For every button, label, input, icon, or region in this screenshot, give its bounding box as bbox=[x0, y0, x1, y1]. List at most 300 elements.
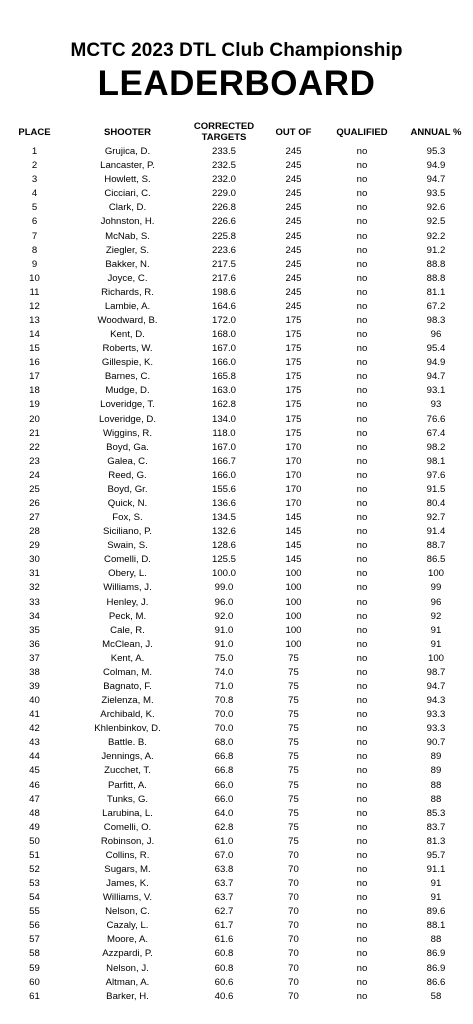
place-cell: 25 bbox=[29, 483, 40, 495]
annual-cell: 86.6 bbox=[426, 976, 446, 988]
annual-cell: 88 bbox=[430, 934, 442, 946]
qualified-cell: no bbox=[356, 329, 368, 341]
shooter-cell: Larubina, L. bbox=[102, 807, 153, 819]
place-cell: 34 bbox=[29, 610, 40, 622]
targets-cell: 198.6 bbox=[211, 286, 236, 298]
qualified-cell: no bbox=[356, 146, 368, 158]
annual-cell: 88.7 bbox=[426, 540, 446, 552]
out-of-cell: 75 bbox=[288, 709, 299, 721]
qualified-cell: no bbox=[356, 807, 368, 819]
targets-cell: 166.0 bbox=[211, 357, 236, 369]
annual-cell: 96 bbox=[430, 596, 442, 608]
annual-cell: 89 bbox=[430, 765, 442, 777]
place-cell: 35 bbox=[29, 624, 40, 636]
table-row bbox=[0, 877, 473, 891]
shooter-cell: Siciliano, P. bbox=[103, 526, 152, 538]
shooter-cell: Roberts, W. bbox=[102, 343, 153, 355]
place-cell: 4 bbox=[31, 188, 38, 200]
table-row bbox=[0, 666, 473, 680]
annual-cell: 91 bbox=[430, 878, 442, 890]
shooter-cell: Altman, A. bbox=[105, 976, 150, 988]
qualified-cell: no bbox=[356, 244, 368, 256]
qualified-cell: no bbox=[356, 540, 368, 552]
out-of-cell: 75 bbox=[288, 681, 299, 692]
annual-cell: 98.2 bbox=[426, 441, 446, 453]
qualified-cell: no bbox=[356, 765, 368, 777]
out-of-cell: 75 bbox=[288, 723, 299, 735]
annual-cell: 91.1 bbox=[426, 864, 446, 876]
table-row bbox=[0, 736, 473, 750]
qualified-cell: no bbox=[356, 512, 368, 524]
place-cell: 47 bbox=[29, 793, 40, 805]
table-row bbox=[0, 581, 473, 595]
place-cell: 15 bbox=[29, 343, 40, 355]
out-of-cell: 245 bbox=[285, 272, 302, 284]
annual-cell: 94.3 bbox=[426, 695, 446, 707]
table-row bbox=[0, 356, 473, 370]
table-row bbox=[0, 412, 473, 426]
annual-cell: 76.6 bbox=[426, 413, 446, 425]
shooter-cell: Reed, G. bbox=[108, 469, 147, 481]
shooter-cell: Robinson, J. bbox=[100, 835, 155, 847]
out-of-cell: 245 bbox=[285, 216, 302, 228]
place-cell: 9 bbox=[31, 258, 38, 270]
shooter-cell: Richards, R. bbox=[101, 286, 154, 298]
table-row bbox=[0, 173, 473, 187]
annual-cell: 93.5 bbox=[426, 188, 446, 200]
column-header-targets-line1: CORRECTED bbox=[193, 121, 255, 132]
table-row bbox=[0, 229, 473, 243]
out-of-cell: 175 bbox=[285, 427, 302, 439]
shooter-cell: Zucchet, T. bbox=[104, 765, 151, 777]
qualified-cell: no bbox=[356, 483, 368, 495]
annual-cell: 88.8 bbox=[426, 258, 446, 270]
out-of-cell: 70 bbox=[288, 920, 299, 932]
table-row bbox=[0, 300, 473, 314]
table-row bbox=[0, 497, 473, 511]
out-of-cell: 145 bbox=[285, 512, 302, 524]
place-cell: 49 bbox=[29, 821, 40, 833]
shooter-cell: Barnes, C. bbox=[104, 371, 151, 383]
annual-cell: 88 bbox=[430, 793, 442, 805]
targets-cell: 61.0 bbox=[214, 835, 234, 847]
out-of-cell: 245 bbox=[285, 286, 302, 298]
out-of-cell: 75 bbox=[288, 807, 299, 819]
targets-cell: 61.7 bbox=[214, 920, 234, 932]
targets-cell: 66.8 bbox=[214, 765, 234, 777]
place-cell: 37 bbox=[29, 652, 40, 664]
targets-cell: 67.0 bbox=[214, 849, 234, 861]
out-of-cell: 75 bbox=[288, 821, 299, 833]
table-row bbox=[0, 722, 473, 736]
table-row bbox=[0, 863, 473, 877]
place-cell: 5 bbox=[31, 202, 38, 214]
place-cell: 43 bbox=[29, 737, 40, 749]
targets-cell: 63.8 bbox=[214, 864, 234, 876]
targets-cell: 232.5 bbox=[211, 160, 236, 172]
out-of-cell: 75 bbox=[288, 666, 299, 678]
table-row bbox=[0, 680, 473, 694]
shooter-cell: Clark, D. bbox=[108, 202, 147, 214]
annual-cell: 88.1 bbox=[426, 920, 446, 932]
table-row bbox=[0, 610, 473, 624]
targets-cell: 217.6 bbox=[211, 272, 236, 284]
shooter-cell: James, K. bbox=[106, 878, 149, 890]
targets-cell: 70.0 bbox=[214, 723, 234, 735]
shooter-cell: Boyd, Ga. bbox=[106, 441, 149, 453]
annual-cell: 98.3 bbox=[426, 314, 446, 326]
place-cell: 50 bbox=[29, 835, 40, 847]
qualified-cell: no bbox=[356, 892, 368, 904]
out-of-cell: 70 bbox=[288, 948, 299, 960]
qualified-cell: no bbox=[356, 582, 368, 594]
table-row bbox=[0, 370, 473, 384]
targets-cell: 226.6 bbox=[211, 216, 236, 228]
table-row bbox=[0, 398, 473, 412]
shooter-cell: Barker, H. bbox=[106, 990, 149, 1002]
place-cell: 31 bbox=[29, 568, 40, 580]
out-of-cell: 75 bbox=[288, 779, 299, 791]
qualified-cell: no bbox=[356, 610, 368, 622]
qualified-cell: no bbox=[356, 272, 368, 284]
out-of-cell: 70 bbox=[288, 864, 299, 876]
annual-cell: 86.9 bbox=[426, 962, 446, 974]
place-cell: 51 bbox=[29, 849, 40, 861]
targets-cell: 128.6 bbox=[211, 540, 236, 552]
annual-cell: 95.7 bbox=[426, 849, 446, 861]
place-cell: 29 bbox=[29, 540, 40, 552]
qualified-cell: no bbox=[356, 666, 368, 678]
targets-cell: 68.0 bbox=[214, 737, 234, 749]
shooter-cell: Johnston, H. bbox=[100, 216, 155, 228]
qualified-cell: no bbox=[356, 554, 368, 566]
shooter-cell: Archibald, K. bbox=[100, 709, 155, 721]
targets-cell: 66.0 bbox=[214, 779, 234, 791]
out-of-cell: 245 bbox=[285, 258, 302, 270]
targets-cell: 100.0 bbox=[211, 568, 236, 580]
out-of-cell: 170 bbox=[285, 483, 302, 495]
annual-cell: 93.1 bbox=[426, 385, 446, 397]
table-row bbox=[0, 539, 473, 553]
place-cell: 1 bbox=[31, 146, 38, 158]
annual-cell: 95.3 bbox=[426, 146, 446, 158]
qualified-cell: no bbox=[356, 202, 368, 214]
targets-cell: 60.8 bbox=[214, 948, 234, 960]
qualified-cell: no bbox=[356, 357, 368, 369]
table-row bbox=[0, 596, 473, 610]
table-row bbox=[0, 286, 473, 300]
place-cell: 46 bbox=[29, 779, 40, 791]
out-of-cell: 175 bbox=[285, 371, 302, 383]
targets-cell: 134.0 bbox=[211, 413, 236, 425]
shooter-cell: Fox, S. bbox=[112, 512, 143, 524]
qualified-cell: no bbox=[356, 695, 368, 707]
place-cell: 61 bbox=[29, 990, 40, 1002]
column-header-annual: ANNUAL % bbox=[410, 127, 462, 138]
place-cell: 32 bbox=[29, 582, 40, 594]
table-row bbox=[0, 314, 473, 328]
targets-cell: 132.6 bbox=[211, 526, 236, 538]
out-of-cell: 245 bbox=[285, 300, 302, 312]
table-row bbox=[0, 750, 473, 764]
leaderboard-table bbox=[0, 145, 473, 1004]
annual-cell: 91.4 bbox=[426, 526, 446, 538]
shooter-cell: Kent, D. bbox=[110, 329, 145, 341]
out-of-cell: 70 bbox=[288, 990, 299, 1002]
place-cell: 3 bbox=[31, 174, 38, 186]
annual-cell: 80.4 bbox=[426, 497, 446, 509]
shooter-cell: Collins, R. bbox=[105, 849, 150, 861]
place-cell: 8 bbox=[31, 244, 38, 256]
qualified-cell: no bbox=[356, 343, 368, 355]
qualified-cell: no bbox=[356, 371, 368, 383]
qualified-cell: no bbox=[356, 624, 368, 636]
place-cell: 57 bbox=[29, 934, 40, 946]
shooter-cell: Kent, A. bbox=[110, 652, 145, 664]
place-cell: 22 bbox=[29, 441, 40, 453]
out-of-cell: 100 bbox=[285, 638, 302, 650]
targets-cell: 75.0 bbox=[214, 652, 234, 664]
qualified-cell: no bbox=[356, 723, 368, 735]
place-cell: 2 bbox=[31, 160, 38, 172]
annual-cell: 81.3 bbox=[426, 835, 446, 847]
targets-cell: 66.8 bbox=[214, 751, 234, 763]
shooter-cell: Tunks, G. bbox=[106, 793, 149, 805]
targets-cell: 136.6 bbox=[211, 497, 236, 509]
table-row bbox=[0, 807, 473, 821]
place-cell: 54 bbox=[29, 892, 40, 904]
column-header-qualified: QUALIFIED bbox=[336, 127, 388, 138]
shooter-cell: Cicciari, C. bbox=[104, 188, 151, 200]
qualified-cell: no bbox=[356, 976, 368, 988]
place-cell: 13 bbox=[29, 314, 40, 326]
shooter-cell: Loveridge, T. bbox=[100, 399, 155, 411]
place-cell: 28 bbox=[29, 526, 40, 538]
targets-cell: 225.8 bbox=[211, 230, 236, 242]
out-of-cell: 170 bbox=[285, 455, 302, 467]
targets-cell: 60.8 bbox=[214, 962, 234, 974]
out-of-cell: 145 bbox=[285, 540, 302, 552]
annual-cell: 85.3 bbox=[426, 807, 446, 819]
table-row bbox=[0, 145, 473, 159]
targets-cell: 162.8 bbox=[211, 399, 236, 411]
table-row bbox=[0, 962, 473, 976]
shooter-cell: Sugars, M. bbox=[104, 864, 151, 876]
table-row bbox=[0, 624, 473, 638]
place-cell: 33 bbox=[29, 596, 40, 608]
out-of-cell: 100 bbox=[285, 624, 302, 636]
qualified-cell: no bbox=[356, 300, 368, 312]
qualified-cell: no bbox=[356, 638, 368, 650]
shooter-cell: Comelli, O. bbox=[103, 821, 152, 833]
targets-cell: 166.0 bbox=[211, 469, 236, 481]
column-header-out-of: OUT OF bbox=[275, 127, 312, 138]
place-cell: 7 bbox=[31, 230, 38, 242]
qualified-cell: no bbox=[356, 568, 368, 580]
qualified-cell: no bbox=[356, 497, 368, 509]
out-of-cell: 245 bbox=[285, 244, 302, 256]
targets-cell: 168.0 bbox=[211, 329, 236, 341]
table-row bbox=[0, 835, 473, 849]
targets-cell: 63.7 bbox=[214, 892, 234, 904]
shooter-cell: Loveridge, D. bbox=[98, 413, 157, 425]
out-of-cell: 175 bbox=[285, 314, 302, 326]
table-row bbox=[0, 905, 473, 919]
targets-cell: 223.6 bbox=[211, 244, 236, 256]
annual-cell: 93.3 bbox=[426, 709, 446, 721]
shooter-cell: Comelli, D. bbox=[104, 554, 151, 566]
shooter-cell: Lancaster, P. bbox=[100, 160, 155, 172]
qualified-cell: no bbox=[356, 526, 368, 538]
out-of-cell: 70 bbox=[288, 962, 299, 974]
shooter-cell: Jennings, A. bbox=[101, 751, 154, 763]
annual-cell: 67.2 bbox=[426, 300, 446, 312]
targets-cell: 62.8 bbox=[214, 821, 234, 833]
out-of-cell: 170 bbox=[285, 497, 302, 509]
table-row bbox=[0, 384, 473, 398]
shooter-cell: Quick, N. bbox=[107, 497, 148, 509]
qualified-cell: no bbox=[356, 948, 368, 960]
place-cell: 17 bbox=[29, 371, 40, 383]
shooter-cell: Bagnato, F. bbox=[103, 681, 152, 692]
place-cell: 42 bbox=[29, 723, 40, 735]
annual-cell: 67.4 bbox=[426, 427, 446, 439]
out-of-cell: 170 bbox=[285, 469, 302, 481]
targets-cell: 70.0 bbox=[214, 709, 234, 721]
targets-cell: 155.6 bbox=[211, 483, 236, 495]
targets-cell: 232.0 bbox=[211, 174, 236, 186]
out-of-cell: 170 bbox=[285, 441, 302, 453]
qualified-cell: no bbox=[356, 962, 368, 974]
qualified-cell: no bbox=[356, 878, 368, 890]
table-row bbox=[0, 990, 473, 1004]
qualified-cell: no bbox=[356, 681, 368, 692]
qualified-cell: no bbox=[356, 188, 368, 200]
targets-cell: 64.0 bbox=[214, 807, 234, 819]
targets-cell: 125.5 bbox=[211, 554, 236, 566]
targets-cell: 91.0 bbox=[214, 638, 234, 650]
place-cell: 20 bbox=[29, 413, 40, 425]
targets-cell: 71.0 bbox=[214, 681, 234, 692]
table-row bbox=[0, 201, 473, 215]
shooter-cell: Moore, A. bbox=[106, 934, 149, 946]
table-row bbox=[0, 764, 473, 778]
table-row bbox=[0, 567, 473, 581]
targets-cell: 233.5 bbox=[211, 146, 236, 158]
place-cell: 45 bbox=[29, 765, 40, 777]
qualified-cell: no bbox=[356, 427, 368, 439]
qualified-cell: no bbox=[356, 314, 368, 326]
out-of-cell: 70 bbox=[288, 892, 299, 904]
place-cell: 30 bbox=[29, 554, 40, 566]
annual-cell: 92 bbox=[430, 610, 442, 622]
targets-cell: 229.0 bbox=[211, 188, 236, 200]
place-cell: 39 bbox=[29, 681, 40, 692]
annual-cell: 96 bbox=[430, 329, 442, 341]
table-row bbox=[0, 708, 473, 722]
table-row bbox=[0, 455, 473, 469]
table-row bbox=[0, 469, 473, 483]
table-row bbox=[0, 215, 473, 229]
shooter-cell: Galea, C. bbox=[107, 455, 148, 467]
out-of-cell: 75 bbox=[288, 652, 299, 664]
place-cell: 48 bbox=[29, 807, 40, 819]
place-cell: 12 bbox=[29, 300, 40, 312]
targets-cell: 163.0 bbox=[211, 385, 236, 397]
shooter-cell: Colman, M. bbox=[102, 666, 153, 678]
place-cell: 53 bbox=[29, 878, 40, 890]
targets-cell: 63.7 bbox=[214, 878, 234, 890]
qualified-cell: no bbox=[356, 216, 368, 228]
shooter-cell: Cazaly, L. bbox=[106, 920, 149, 932]
place-cell: 40 bbox=[29, 695, 40, 707]
targets-cell: 91.0 bbox=[214, 624, 234, 636]
place-cell: 23 bbox=[29, 455, 40, 467]
out-of-cell: 75 bbox=[288, 695, 299, 707]
qualified-cell: no bbox=[356, 920, 368, 932]
annual-cell: 99 bbox=[430, 582, 442, 594]
targets-cell: 60.6 bbox=[214, 976, 234, 988]
qualified-cell: no bbox=[356, 934, 368, 946]
out-of-cell: 100 bbox=[285, 582, 302, 594]
out-of-cell: 175 bbox=[285, 385, 302, 397]
place-cell: 11 bbox=[29, 286, 40, 298]
shooter-cell: McNab, S. bbox=[105, 230, 150, 242]
table-row bbox=[0, 328, 473, 342]
place-cell: 41 bbox=[29, 709, 40, 721]
qualified-cell: no bbox=[356, 174, 368, 186]
leaderboard-heading: LEADERBOARD bbox=[97, 64, 376, 103]
place-cell: 44 bbox=[29, 751, 40, 763]
out-of-cell: 175 bbox=[285, 413, 302, 425]
annual-cell: 93.3 bbox=[426, 723, 446, 735]
qualified-cell: no bbox=[356, 455, 368, 467]
page-title: MCTC 2023 DTL Club Championship bbox=[70, 40, 403, 61]
targets-cell: 217.5 bbox=[211, 258, 236, 270]
annual-cell: 94.9 bbox=[426, 357, 446, 369]
annual-cell: 92.2 bbox=[426, 230, 446, 242]
shooter-cell: Williams, V. bbox=[102, 892, 153, 904]
targets-cell: 165.8 bbox=[211, 371, 236, 383]
shooter-cell: Zielenza, M. bbox=[101, 695, 154, 707]
qualified-cell: no bbox=[356, 385, 368, 397]
out-of-cell: 75 bbox=[288, 751, 299, 763]
annual-cell: 91 bbox=[430, 638, 442, 650]
qualified-cell: no bbox=[356, 399, 368, 411]
table-row bbox=[0, 793, 473, 807]
shooter-cell: Khlenbinkov, D. bbox=[94, 723, 161, 735]
shooter-cell: Nelson, J. bbox=[106, 962, 149, 974]
table-row bbox=[0, 159, 473, 173]
targets-cell: 70.8 bbox=[214, 695, 234, 707]
qualified-cell: no bbox=[356, 737, 368, 749]
out-of-cell: 245 bbox=[285, 188, 302, 200]
place-cell: 36 bbox=[29, 638, 40, 650]
out-of-cell: 100 bbox=[285, 610, 302, 622]
annual-cell: 100 bbox=[427, 652, 444, 664]
table-row bbox=[0, 553, 473, 567]
table-row bbox=[0, 933, 473, 947]
place-cell: 27 bbox=[29, 512, 40, 524]
annual-cell: 93 bbox=[430, 399, 442, 411]
table-row bbox=[0, 483, 473, 497]
out-of-cell: 100 bbox=[285, 568, 302, 580]
out-of-cell: 145 bbox=[285, 526, 302, 538]
table-row bbox=[0, 976, 473, 990]
column-header-targets-line2: TARGETS bbox=[201, 132, 247, 143]
qualified-cell: no bbox=[356, 835, 368, 847]
table-row bbox=[0, 821, 473, 835]
